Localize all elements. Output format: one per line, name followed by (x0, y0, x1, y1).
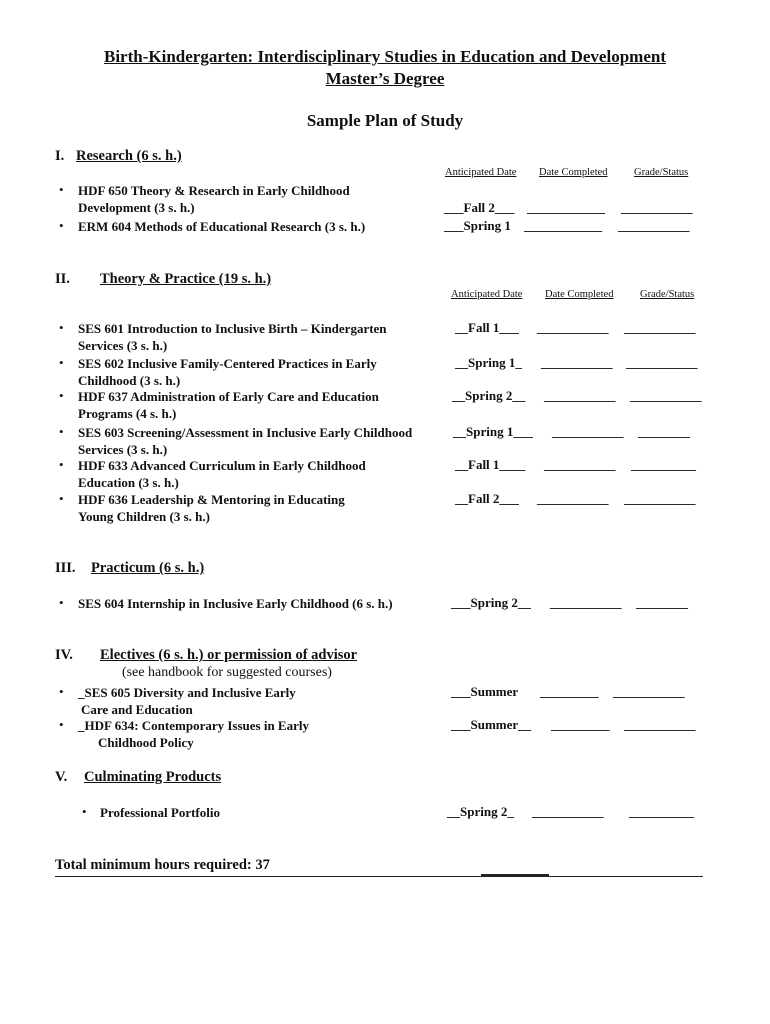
course-item-ses605 (78, 684, 296, 718)
section-title-practicum: Practicum (6 s. h.) (91, 560, 205, 576)
course-item-portfolio: Professional Portfolio (100, 805, 220, 820)
footer-rule (55, 876, 703, 877)
bullet-icon: • (59, 424, 64, 439)
column-header-date-completed: Date Completed (539, 167, 608, 178)
section-title-theory: Theory & Practice (19 s. h.) (100, 271, 272, 287)
grade-status-field[interactable]: ___________ (613, 684, 685, 699)
anticipated-date-field[interactable]: ___Spring 1 (444, 218, 511, 233)
grade-status-field[interactable]: __________ (631, 457, 696, 472)
section-title-culminating: Culminating Products (84, 769, 222, 785)
course-item-ses603 (78, 424, 412, 458)
anticipated-date-field[interactable]: __Spring 1_ (455, 355, 522, 370)
course-title: _HDF 634: Contemporary Issues in Early (78, 718, 309, 733)
bullet-icon: • (59, 182, 64, 197)
electives-note: (see handbook for suggested courses) (122, 665, 332, 680)
date-completed-field[interactable]: _________ (551, 717, 610, 732)
section-number-research: I. (55, 148, 65, 164)
footer-rule-accent (481, 874, 549, 876)
grade-status-field[interactable]: ___________ (624, 717, 696, 732)
date-completed-field[interactable]: ___________ (537, 320, 609, 335)
column-header-anticipated-date: Anticipated Date (445, 167, 517, 178)
grade-status-field[interactable]: ___________ (626, 355, 698, 370)
course-item-ses602 (78, 355, 377, 389)
document-title-line1: Birth-Kindergarten: Interdisciplinary Studies in Education and Development (104, 47, 666, 66)
course-item-erm604: ERM 604 Methods of Educational Research (3 s. h.) (78, 219, 366, 234)
date-completed-field[interactable]: ___________ (552, 424, 624, 439)
document-title-line2: Master’s Degree (325, 69, 445, 88)
total-hours: Total minimum hours required: 37 (55, 857, 270, 873)
anticipated-date-field[interactable]: __Fall 1____ (455, 457, 526, 472)
section-number-culminating: V. (55, 769, 68, 785)
bullet-icon: • (59, 684, 64, 699)
bullet-icon: • (59, 218, 64, 233)
course-title: HDF 633 Advanced Curriculum in Early Childhood (78, 458, 366, 473)
bullet-icon: • (59, 717, 64, 732)
course-credits: Childhood Policy (98, 735, 194, 750)
course-credits: Services (3 s. h.) (78, 338, 168, 353)
anticipated-date-field[interactable]: __Spring 2__ (452, 388, 526, 403)
date-completed-field[interactable]: ____________ (524, 218, 602, 233)
date-completed-field[interactable]: ___________ (544, 457, 616, 472)
grade-status-field[interactable]: ________ (638, 424, 690, 439)
bullet-icon: • (59, 388, 64, 403)
grade-status-field[interactable]: ___________ (618, 218, 690, 233)
course-credits: Services (3 s. h.) (78, 442, 168, 457)
bullet-icon: • (59, 491, 64, 506)
column-header-grade-status: Grade/Status (640, 289, 695, 300)
section-title-research: Research (6 s. h.) (76, 148, 182, 164)
course-title: _SES 605 Diversity and Inclusive Early (78, 685, 296, 700)
date-completed-field[interactable]: ___________ (541, 355, 613, 370)
grade-status-field[interactable]: ___________ (624, 320, 696, 335)
grade-status-field[interactable]: ________ (636, 595, 688, 610)
anticipated-date-field[interactable]: __Spring 2_ (447, 804, 514, 819)
course-title: HDF 650 Theory & Research in Early Childhood (78, 183, 350, 198)
course-title: SES 602 Inclusive Family-Centered Practices in Early (78, 356, 377, 371)
bullet-icon: • (82, 804, 87, 819)
bullet-icon: • (59, 355, 64, 370)
date-completed-field[interactable]: ___________ (537, 491, 609, 506)
column-header-grade-status: Grade/Status (634, 167, 689, 178)
section-number-electives: IV. (55, 647, 73, 663)
column-header-anticipated-date: Anticipated Date (451, 289, 523, 300)
course-credits: Care and Education (81, 702, 193, 717)
anticipated-date-field[interactable]: __Fall 2___ (455, 491, 519, 506)
course-item-hdf633 (78, 457, 366, 491)
anticipated-date-field[interactable]: ___Fall 2___ (444, 200, 515, 215)
course-item-ses604: SES 604 Internship in Inclusive Early Childhood (6 s. h.) (78, 596, 393, 611)
date-completed-field[interactable]: ____________ (527, 200, 605, 215)
course-credits: Education (3 s. h.) (78, 475, 179, 490)
anticipated-date-field[interactable]: __Spring 1___ (453, 424, 533, 439)
date-completed-field[interactable]: ___________ (544, 388, 616, 403)
grade-status-field[interactable]: ___________ (621, 200, 693, 215)
anticipated-date-field[interactable]: ___Spring 2__ (451, 595, 531, 610)
date-completed-field[interactable]: ___________ (550, 595, 622, 610)
date-completed-field[interactable]: ___________ (532, 804, 604, 819)
course-title: HDF 636 Leadership & Mentoring in Educating (78, 492, 345, 507)
bullet-icon: • (59, 320, 64, 335)
course-item-hdf637 (78, 388, 379, 422)
course-item-hdf636 (78, 491, 345, 525)
course-item-hdf634 (78, 717, 309, 751)
course-credits: Childhood (3 s. h.) (78, 373, 181, 388)
section-number-practicum: III. (55, 560, 76, 576)
anticipated-date-field[interactable]: __Fall 1___ (455, 320, 519, 335)
course-item-ses601 (78, 320, 387, 354)
bullet-icon: • (59, 595, 64, 610)
anticipated-date-field[interactable]: ___Summer__ (451, 717, 532, 732)
section-title-electives: Electives (6 s. h.) or permission of advisor (100, 647, 358, 663)
course-title: HDF 637 Administration of Early Care and Education (78, 389, 379, 404)
column-header-date-completed: Date Completed (545, 289, 614, 300)
course-credits: Young Children (3 s. h.) (78, 509, 210, 524)
course-title: SES 601 Introduction to Inclusive Birth – Kindergarten (78, 321, 387, 336)
document-subtitle: Sample Plan of Study (306, 111, 464, 130)
course-credits: Programs (4 s. h.) (78, 406, 177, 421)
date-completed-field[interactable]: _________ (540, 684, 599, 699)
course-credits: Development (3 s. h.) (78, 200, 195, 215)
course-title: SES 603 Screening/Assessment in Inclusive Early Childhood (78, 425, 413, 440)
section-number-theory: II. (55, 271, 70, 287)
grade-status-field[interactable]: __________ (629, 804, 694, 819)
bullet-icon: • (59, 457, 64, 472)
grade-status-field[interactable]: ___________ (624, 491, 696, 506)
anticipated-date-field[interactable]: ___Summer (451, 684, 519, 699)
course-item-hdf650 (78, 182, 350, 216)
grade-status-field[interactable]: ___________ (630, 388, 702, 403)
